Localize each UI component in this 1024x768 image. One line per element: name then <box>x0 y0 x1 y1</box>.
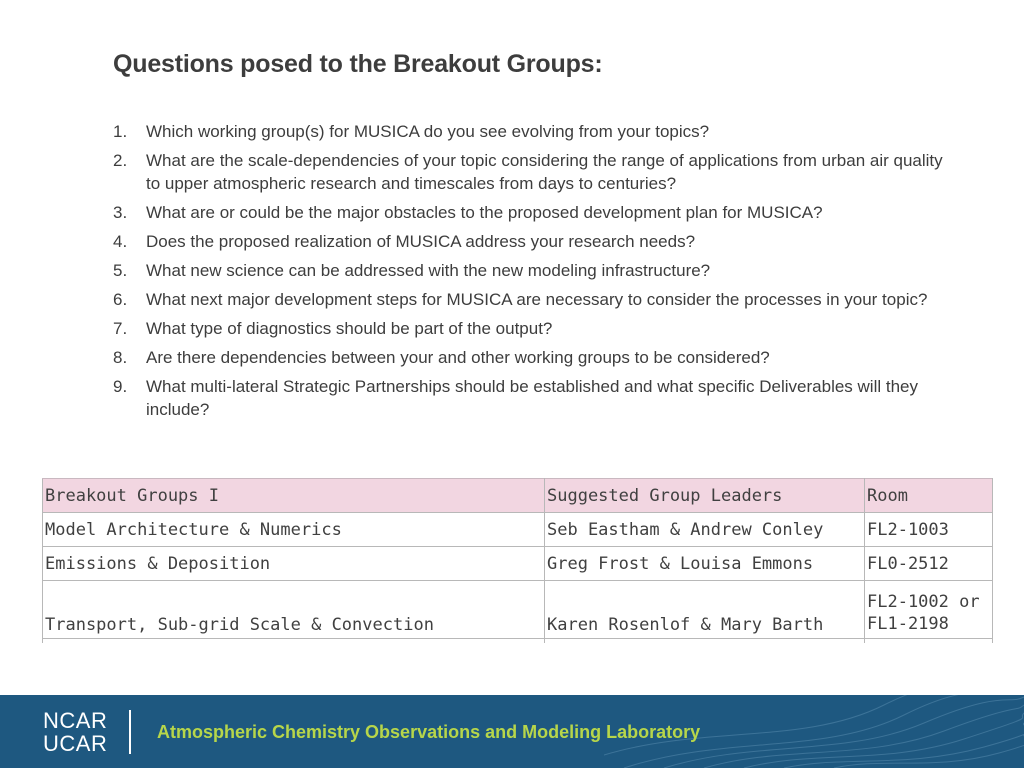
leaders-cell: Seb Eastham & Andrew Conley <box>545 513 865 547</box>
ncar-ucar-logo <box>43 709 107 755</box>
group-cell: Model Architecture & Numerics <box>43 513 545 547</box>
question-item <box>113 149 943 195</box>
table-row <box>43 513 993 547</box>
leaders-cell: Karen Rosenlof & Mary Barth <box>545 581 865 639</box>
slide-title: Questions posed to the Breakout Groups: <box>113 50 603 78</box>
table-header-row <box>43 479 993 513</box>
column-header-leaders: Suggested Group Leaders <box>545 479 865 513</box>
question-number: 5. <box>113 261 128 280</box>
room-cell: FL0-2512 <box>865 547 993 581</box>
question-item <box>113 317 943 340</box>
lab-name: Atmospheric Chemistry Observations and Modeling Laboratory <box>157 722 701 742</box>
question-text: Which working group(s) for MUSICA do you see evolving from your topics? <box>146 122 710 141</box>
room-cell: FL2-1003 <box>865 513 993 547</box>
logo-divider <box>129 710 131 754</box>
question-text: What next major development steps for MUSICA are necessary to consider the processes in your topic? <box>146 290 928 309</box>
question-text: Are there dependencies between your and other working groups to be considered? <box>146 348 770 367</box>
question-text: What are the scale-dependencies of your topic considering the range of applications from urban air quality to upper atmospheric research and timescales from days to centuries? <box>146 151 943 193</box>
question-text: What type of diagnostics should be part of the output? <box>146 319 553 338</box>
question-item <box>113 230 943 253</box>
room-cell: FL2-1002 or FL1-2198 <box>865 581 993 639</box>
logo-ncar-text: NCAR <box>43 708 108 733</box>
table-row <box>43 581 993 639</box>
table-cutoff-row <box>43 639 993 644</box>
question-item <box>113 120 943 143</box>
table-cutoff-cell <box>865 639 993 644</box>
question-item <box>113 346 943 369</box>
question-number: 9. <box>113 377 128 396</box>
column-header-room: Room <box>865 479 993 513</box>
question-text: What are or could be the major obstacles to the proposed development plan for MUSICA? <box>146 203 823 222</box>
breakout-groups-table <box>42 478 993 643</box>
question-item <box>113 288 943 311</box>
question-item <box>113 259 943 282</box>
footer-bar <box>0 695 1024 768</box>
question-text: What new science can be addressed with the new modeling infrastructure? <box>146 261 711 280</box>
question-number: 4. <box>113 232 128 251</box>
column-header-group: Breakout Groups I <box>43 479 545 513</box>
question-number: 3. <box>113 203 128 222</box>
question-item <box>113 201 943 224</box>
leaders-cell: Greg Frost & Louisa Emmons <box>545 547 865 581</box>
table-row <box>43 547 993 581</box>
question-number: 6. <box>113 290 128 309</box>
group-cell: Transport, Sub-grid Scale & Convection <box>43 581 545 639</box>
question-text: Does the proposed realization of MUSICA address your research needs? <box>146 232 696 251</box>
question-item <box>113 375 943 421</box>
logo-ucar-text: UCAR <box>43 731 108 756</box>
table-cutoff-cell <box>43 639 545 644</box>
table-cutoff-cell <box>545 639 865 644</box>
group-cell: Emissions & Deposition <box>43 547 545 581</box>
questions-list <box>113 120 943 427</box>
question-text: What multi-lateral Strategic Partnerships should be established and what specific Deliverables will they include? <box>146 377 918 419</box>
question-number: 2. <box>113 151 128 170</box>
question-number: 7. <box>113 319 128 338</box>
question-number: 1. <box>113 122 128 141</box>
question-number: 8. <box>113 348 128 367</box>
